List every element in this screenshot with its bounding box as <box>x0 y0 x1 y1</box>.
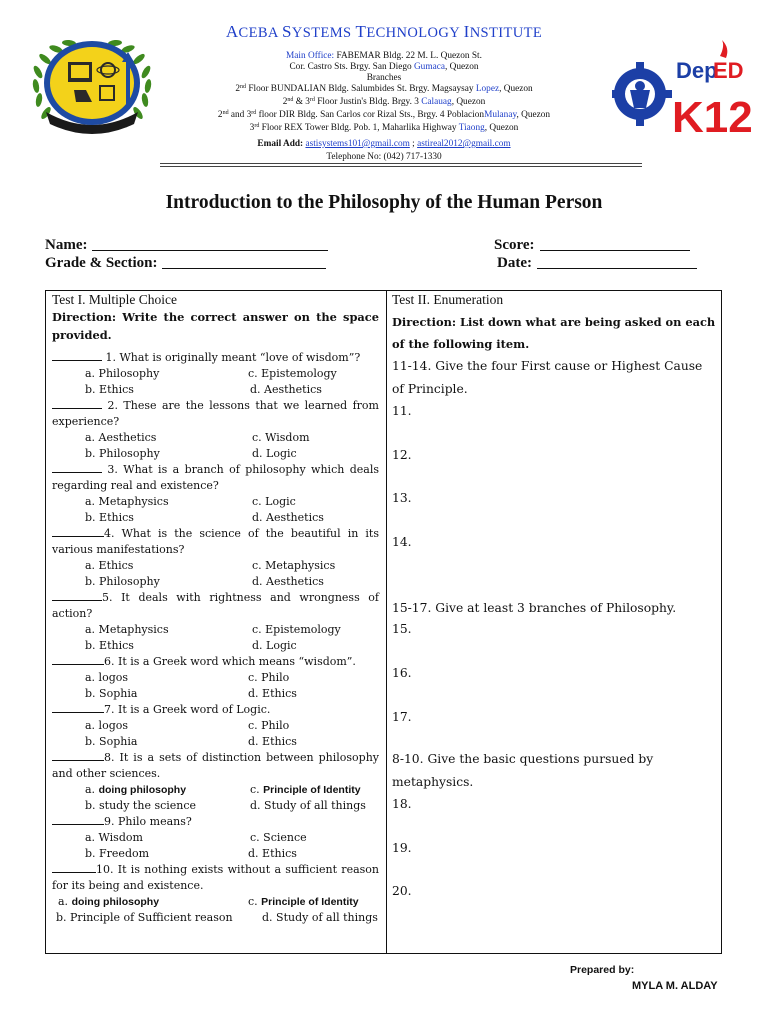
question-6: 6. It is a Greek word which means “wisdom”. <box>52 654 379 670</box>
answer-blank[interactable] <box>52 655 104 665</box>
institute-name: ACEBA SYSTEMS TECHNOLOGY INSTITUTE <box>225 22 543 41</box>
option: a. Aesthetics <box>85 431 157 444</box>
option: b. Sophia <box>85 687 138 700</box>
answer-line-20[interactable]: 20. <box>392 884 412 898</box>
option: c. Principle of Identity <box>250 783 361 796</box>
email-link-1[interactable]: astisystems101@gmail.com <box>305 139 410 149</box>
main-office-line-1: Main Office: FABEMAR Bldg. 22 M. L. Quezon St. <box>286 51 482 61</box>
option: a. Wisdom <box>85 831 143 844</box>
answer-line-18[interactable]: 18. <box>392 797 412 811</box>
date-field[interactable]: Date: <box>497 255 697 272</box>
answer-line-15[interactable]: 15. <box>392 622 412 636</box>
email-line: Email Add: astisystems101@gmail.com ; astireal2012@gmail.com <box>257 139 511 149</box>
answer-line-11[interactable]: 11. <box>392 404 412 418</box>
answer-blank[interactable] <box>52 527 104 537</box>
question-8: 8. It is a sets of distinction between philosophy and other sciences. <box>52 751 379 780</box>
option: d. Aesthetics <box>252 511 324 524</box>
enumeration-prompt-8-10: 8-10. Give the basic questions pursued by metaphysics. <box>392 752 654 789</box>
answer-blank[interactable] <box>52 815 104 825</box>
test-1-multiple-choice <box>52 292 379 926</box>
option: d. Logic <box>252 639 297 652</box>
option: d. Aesthetics <box>252 575 324 588</box>
option: d. Ethics <box>248 847 297 860</box>
question-3: 3. What is a branch of philosophy which deals regarding real and existence? <box>52 463 379 492</box>
grade-section-field[interactable]: Grade & Section: <box>45 255 326 272</box>
test-2-enumeration <box>392 292 718 898</box>
answer-blank[interactable] <box>52 703 104 713</box>
question-9: 9. Philo means? <box>52 814 379 830</box>
option: a. Metaphysics <box>85 623 169 636</box>
option: c. Epistemology <box>248 367 337 380</box>
option: c. Epistemology <box>252 623 341 636</box>
option: c. Philo <box>248 719 290 732</box>
test-1-direction: Direction: Write the correct answer on the space provided. <box>52 310 379 342</box>
answer-blank[interactable] <box>52 351 102 361</box>
answer-line-19[interactable]: 19. <box>392 841 412 855</box>
option: b. Ethics <box>85 383 134 396</box>
branch-calauag: 2nd & 3rd Floor Justin's Bldg. Brgy. 3 Calauag, Quezon <box>282 97 486 107</box>
question-1: 1. What is originally meant “love of wisdom”? <box>52 350 379 366</box>
answer-line-13[interactable]: 13. <box>392 491 412 505</box>
option: a. logos <box>85 671 129 684</box>
enumeration-prompt-15-17: 15-17. Give at least 3 branches of Philosophy. <box>392 601 677 615</box>
question-4: 4. What is the science of the beautiful in its various manifestations? <box>52 527 379 556</box>
option: d. Ethics <box>248 735 297 748</box>
answer-line-14[interactable]: 14. <box>392 535 412 549</box>
branch-tiaong: 3rd Floor REX Tower Bldg. Pob. 1, Maharlika Highway Tiaong, Quezon <box>249 123 519 133</box>
option: a. logos <box>85 719 129 732</box>
test-2-direction: Direction: List down what are being asked on each of the following item. <box>392 315 716 351</box>
option: b. Sophia <box>85 735 138 748</box>
answer-line-12[interactable]: 12. <box>392 448 412 462</box>
email-link-2[interactable]: astireal2012@gmail.com <box>417 139 511 149</box>
option: d. Aesthetics <box>250 383 322 396</box>
answer-blank[interactable] <box>52 463 102 473</box>
svg-text:Dep: Dep <box>676 58 718 83</box>
branches-label: Branches <box>366 73 402 83</box>
question-2: 2. These are the lessons that we learned from experience? <box>52 399 379 428</box>
option: d. Logic <box>252 447 297 460</box>
answer-line-16[interactable]: 16. <box>392 666 412 680</box>
column-divider <box>386 291 387 953</box>
answer-blank[interactable] <box>52 399 102 409</box>
answer-line-17[interactable]: 17. <box>392 710 412 724</box>
option: b. Ethics <box>85 511 134 524</box>
option: c. Logic <box>252 495 296 508</box>
svg-text:ED: ED <box>713 58 744 83</box>
option: a. Metaphysics <box>85 495 169 508</box>
option: d. Study of all things <box>262 911 378 924</box>
option: b. Philosophy <box>85 575 160 588</box>
telephone-line: Telephone No: (042) 717-1330 <box>326 152 442 162</box>
option: b. Philosophy <box>85 447 160 460</box>
test-1-heading: Test I. Multiple Choice <box>52 292 178 307</box>
score-field[interactable]: Score: <box>494 237 690 254</box>
question-5: 5. It deals with rightness and wrongness of action? <box>52 591 379 620</box>
enumeration-prompt-11-14: 11-14. Give the four First cause or Highest Cause of Principle. <box>392 359 703 396</box>
option: c. Principle of Identity <box>248 895 359 908</box>
branch-mulanay: 2nd and 3rd floor DIR Bldg. San Carlos cor Rizal Sts., Brgy. 4 PoblacionMulanay, Quezon <box>217 110 551 120</box>
test-box <box>45 290 722 954</box>
option: b. Principle of Sufficient reason <box>56 911 233 924</box>
answer-blank[interactable] <box>52 751 104 761</box>
preparer-name: MYLA M. ALDAY <box>632 980 718 992</box>
option: a. Ethics <box>85 559 134 572</box>
page-title: Introduction to the Philosophy of the Human Person <box>165 192 603 213</box>
answer-blank[interactable] <box>52 863 96 873</box>
header-rule-bottom <box>160 166 642 167</box>
option: b. Ethics <box>85 639 134 652</box>
answer-blank[interactable] <box>52 591 102 601</box>
header-rule-top <box>160 163 642 164</box>
option: c. Philo <box>248 671 290 684</box>
branch-lopez: 2nd Floor BUNDALIAN Bldg. Salumbides St. Brgy. Magsaysay Lopez, Quezon <box>235 84 533 94</box>
option: b. Freedom <box>85 847 150 860</box>
prepared-by-label: Prepared by: <box>570 964 635 976</box>
option: c. Metaphysics <box>252 559 336 572</box>
name-field[interactable]: Name: <box>45 237 328 254</box>
svg-text:K12: K12 <box>672 93 753 142</box>
question-7: 7. It is a Greek word of Logic. <box>52 702 379 718</box>
option: c. Science <box>250 831 307 844</box>
option: a. doing philosophy <box>58 895 160 908</box>
option: d. Study of all things <box>250 799 366 812</box>
test-2-heading: Test II. Enumeration <box>392 292 504 307</box>
main-office-line-2: Cor. Castro Sts. Brgy. San Diego Gumaca, Quezon <box>289 62 479 72</box>
option: a. Philosophy <box>85 367 160 380</box>
question-10: 10. It is nothing exists without a sufficient reason for its being and existence. <box>52 863 379 892</box>
option: a. doing philosophy <box>85 783 187 796</box>
option: c. Wisdom <box>252 431 310 444</box>
option: d. Ethics <box>248 687 297 700</box>
option: b. study the science <box>85 799 197 812</box>
